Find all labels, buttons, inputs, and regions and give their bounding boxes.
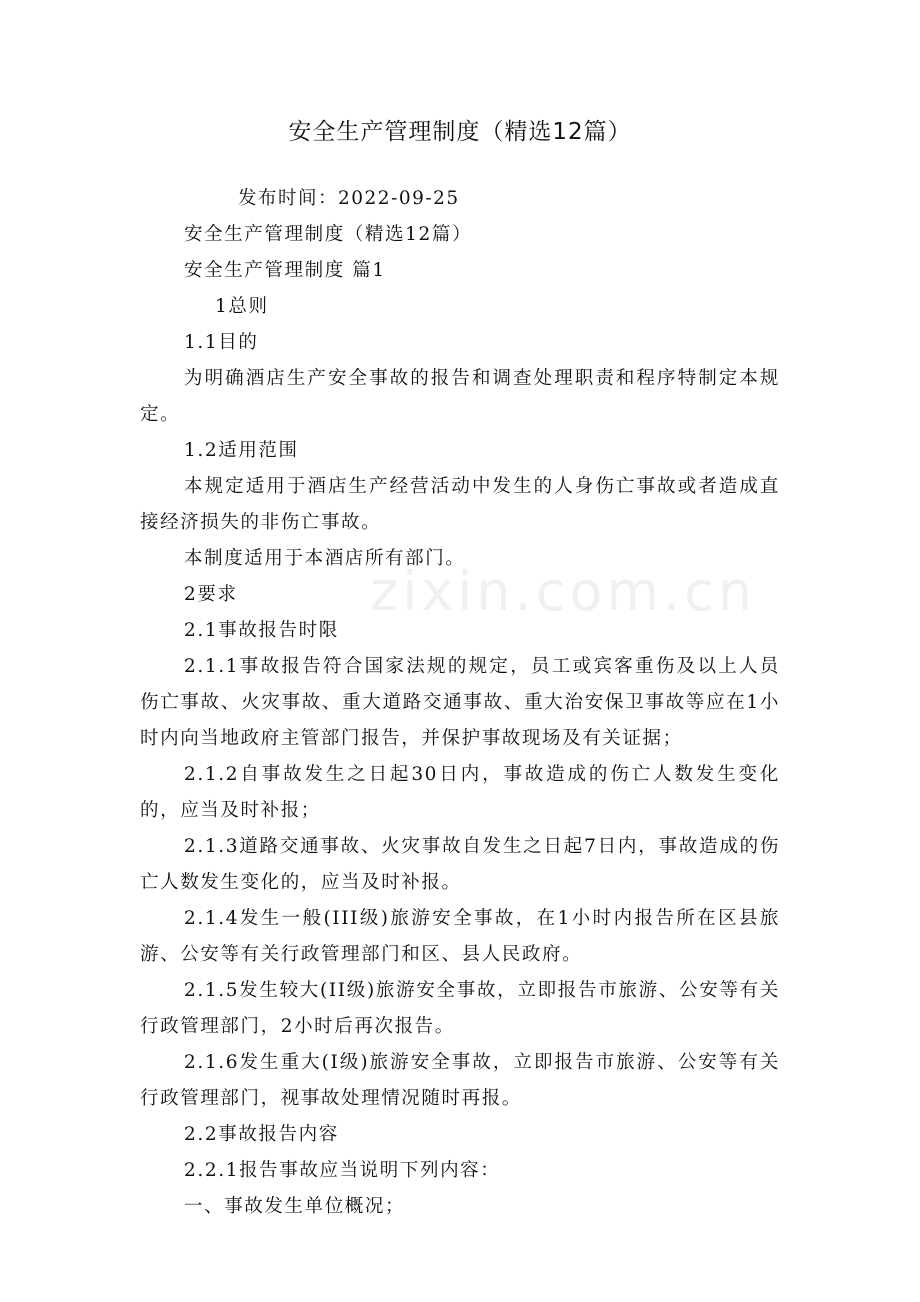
paragraph-scope: 本规定适用于酒店生产经营活动中发生的人身伤亡事故或者造成直接经济损失的非伤亡事故。 (140, 476, 780, 533)
watermark-text: zixin.com.cn (370, 560, 757, 623)
paragraph-scope-departments: 本制度适用于本酒店所有部门。 (184, 548, 466, 569)
heading-report-content: 2.2事故报告内容 (184, 1124, 339, 1145)
heading-general: 1总则 (215, 296, 269, 317)
heading-requirements: 2要求 (184, 584, 238, 605)
paragraph-2-1-4: 2.1.4发生一般(III级)旅游安全事故，在1小时内报告所在区县旅游、公安等有关行政管理部门和区、县人民政府。 (140, 908, 780, 965)
document-body (140, 217, 780, 1225)
list-item-1: 一、事故发生单位概况； (184, 1196, 406, 1217)
paragraph-2-1-3: 2.1.3道路交通事故、火灾事故自发生之日起7日内，事故造成的伤亡人数发生变化的，应当及时补报。 (140, 836, 780, 893)
heading-report-deadline: 2.1事故报告时限 (184, 620, 339, 641)
paragraph-purpose: 为明确酒店生产安全事故的报告和调查处理职责和程序特制定本规定。 (140, 368, 780, 425)
heading-scope: 1.2适用范围 (184, 440, 299, 461)
document-title: 安全生产管理制度（精选12篇） (288, 119, 632, 145)
paragraph-2-1-6: 2.1.6发生重大(I级)旅游安全事故，立即报告市旅游、公安等有关行政管理部门，视事故处理情况随时再报。 (140, 1052, 780, 1109)
publish-date: 发布时间：2022-09-25 (238, 188, 460, 209)
paragraph-section-heading: 安全生产管理制度 篇1 (184, 260, 386, 281)
paragraph-2-1-1: 2.1.1事故报告符合国家法规的规定，员工或宾客重伤及以上人员伤亡事故、火灾事故、重大道路交通事故、重大治安保卫事故等应在1小时内向当地政府主管部门报告，并保护事故现场及有关证据； (140, 656, 780, 749)
paragraph-2-1-2: 2.1.2自事故发生之日起30日内，事故造成的伤亡人数发生变化的，应当及时补报； (140, 764, 780, 821)
paragraph-2-1-5: 2.1.5发生较大(II级)旅游安全事故，立即报告市旅游、公安等有关行政管理部门，2小时后再次报告。 (140, 980, 780, 1037)
paragraph-2-2-1: 2.2.1报告事故应当说明下列内容： (184, 1160, 501, 1181)
paragraph-subtitle: 安全生产管理制度（精选12篇） (184, 224, 473, 245)
heading-purpose: 1.1目的 (184, 332, 259, 353)
